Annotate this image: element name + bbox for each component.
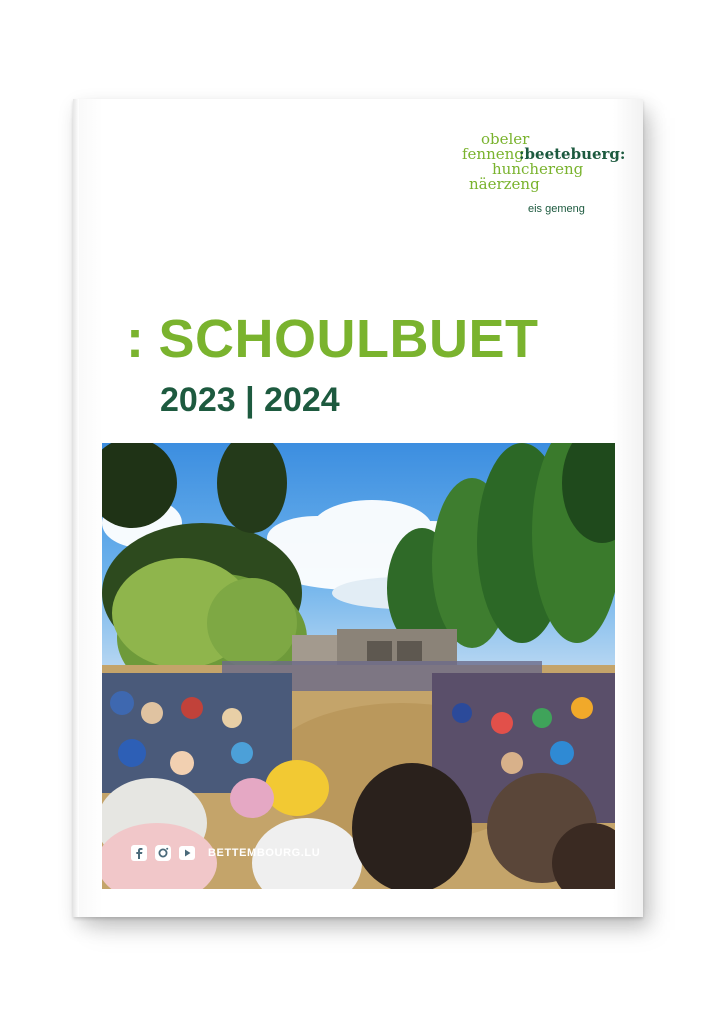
municipality-logo [450, 128, 630, 228]
title-prefix: : [126, 309, 145, 369]
cover-photo [102, 443, 615, 889]
poplar-trees [387, 443, 615, 648]
logo-line-hunchereng: hunchereng [492, 160, 584, 178]
title-text: SCHOULBUET [158, 309, 539, 369]
school-year: 2023 | 2024 [160, 381, 340, 419]
logo-line-naerzeng: näerzeng [469, 175, 540, 193]
instagram-icon[interactable] [154, 844, 172, 862]
youtube-icon[interactable] [178, 844, 196, 862]
logo-line-beetebuerg: :beetebuerg: [519, 145, 626, 163]
website-link[interactable]: BETTEMBOURG.LU [208, 847, 321, 859]
facebook-icon[interactable] [130, 844, 148, 862]
logo-tagline: eis gemeng [528, 203, 585, 215]
schoolyard-scene [102, 443, 615, 889]
booklet-spine [73, 99, 79, 917]
logo-line-fenneng: fenneng [462, 145, 524, 163]
social-links [130, 843, 320, 863]
cover-title [126, 308, 626, 370]
logo-line-obeler: obeler [481, 130, 530, 148]
